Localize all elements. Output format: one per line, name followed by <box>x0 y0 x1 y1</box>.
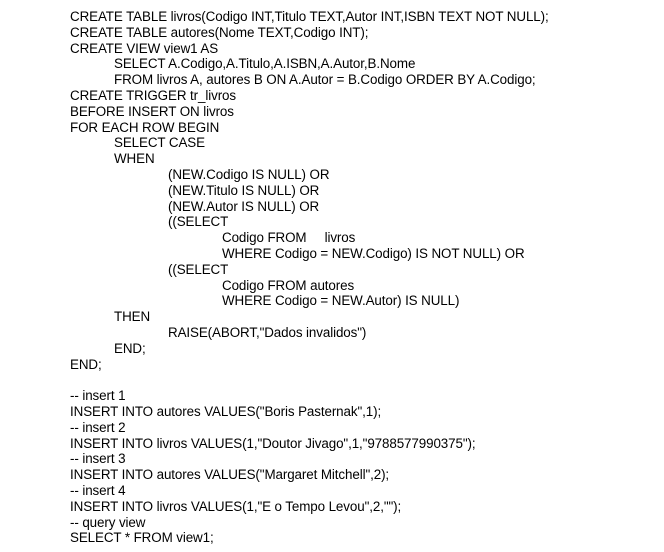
code-line: SELECT CASE <box>114 135 205 151</box>
code-line: ((SELECT <box>168 261 229 277</box>
code-line: SELECT * FROM view1; <box>70 530 214 546</box>
code-line: CREATE VIEW view1 AS <box>70 40 219 56</box>
code-line: INSERT INTO autores VALUES("Boris Pasternak",1); <box>70 403 382 419</box>
code-line: FOR EACH ROW BEGIN <box>70 119 220 135</box>
code-line: SELECT A.Codigo,A.Titulo,A.ISBN,A.Autor,B.Nome <box>114 56 416 72</box>
code-line <box>70 372 660 388</box>
code-line: BEFORE INSERT ON livros <box>70 103 234 119</box>
code-line: END; <box>114 340 146 356</box>
code-line: INSERT INTO autores VALUES("Margaret Mitchell",2); <box>70 467 390 483</box>
sql-code-listing <box>70 9 660 546</box>
code-line: THEN <box>114 309 151 325</box>
code-line: CREATE TRIGGER tr_livros <box>70 87 236 103</box>
code-line: INSERT INTO livros VALUES(1,"Doutor Jivago",1,"9788577990375"); <box>70 435 476 451</box>
code-line: -- insert 2 <box>70 419 126 435</box>
code-line: CREATE TABLE livros(Codigo INT,Titulo TEXT,Autor INT,ISBN TEXT NOT NULL); <box>70 9 549 24</box>
code-line: RAISE(ABORT,"Dados invalidos") <box>168 324 367 340</box>
code-line: (NEW.Autor IS NULL) OR <box>168 198 320 214</box>
code-line: -- insert 1 <box>70 388 126 404</box>
code-line: Codigo FROM autores <box>222 277 355 293</box>
code-line: Codigo FROM livros <box>222 230 356 246</box>
code-line: -- query view <box>70 514 146 530</box>
code-line: (NEW.Codigo IS NULL) OR <box>168 166 330 182</box>
code-line: WHERE Codigo = NEW.Autor) IS NULL) <box>222 293 460 309</box>
code-line: FROM livros A, autores B ON A.Autor = B.Codigo ORDER BY A.Codigo; <box>114 72 536 88</box>
code-line: (NEW.Titulo IS NULL) OR <box>168 182 320 198</box>
code-line: WHERE Codigo = NEW.Codigo) IS NOT NULL) OR <box>222 245 525 261</box>
code-line: CREATE TABLE autores(Nome TEXT,Codigo INT); <box>70 24 369 40</box>
code-line: WHEN <box>114 151 155 167</box>
code-line: INSERT INTO livros VALUES(1,"E o Tempo Levou",2,""); <box>70 498 402 514</box>
code-line: END; <box>70 356 102 372</box>
code-line: ((SELECT <box>168 214 229 230</box>
code-line: -- insert 3 <box>70 451 126 467</box>
code-line: -- insert 4 <box>70 482 126 498</box>
